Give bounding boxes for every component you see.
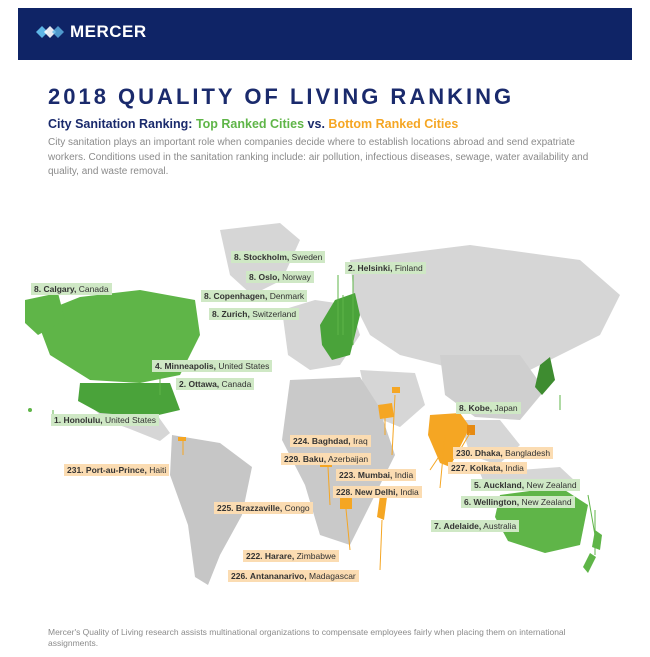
- city-label-copenhagen: 8. Copenhagen, Denmark: [201, 290, 307, 302]
- city-label-adelaide: 7. Adelaide, Australia: [431, 520, 519, 532]
- city-label-mumbai: 223. Mumbai, India: [336, 469, 416, 481]
- mercer-logo: [34, 22, 147, 42]
- city-label-port-au-prince: 231. Port-au-Prince, Haiti: [64, 464, 169, 476]
- city-label-honolulu: 1. Honolulu, United States: [51, 414, 159, 426]
- city-label-baghdad: 224. Baghdad, Iraq: [290, 435, 371, 447]
- description: City sanitation plays an important role when companies decide where to establish locations abroad and send expatriate workers. Conditions used in the sanitation ranking include: air pollution, infectious diseases, sewage, water availability and quality, and waste removal.: [48, 137, 589, 177]
- footer-note: Mercer's Quality of Living research assists multinational organizations to compensate employees fairly when placing them on international assignments.: [48, 627, 566, 649]
- city-label-dhaka: 230. Dhaka, Bangladesh: [453, 447, 553, 459]
- city-label-zurich: 8. Zurich, Switzerland: [209, 308, 299, 320]
- city-label-baku: 229. Baku, Azerbaijan: [281, 453, 371, 465]
- subtitle: [48, 117, 458, 131]
- city-label-stockholm: 8. Stockholm, Sweden: [231, 251, 325, 263]
- subtitle-prefix: City Sanitation Ranking:: [48, 117, 193, 131]
- city-label-harare: 222. Harare, Zimbabwe: [243, 550, 339, 562]
- city-label-brazzaville: 225. Brazzaville, Congo: [214, 502, 313, 514]
- city-label-antananarivo: 226. Antananarivo, Madagascar: [228, 570, 359, 582]
- city-label-auckland: 5. Auckland, New Zealand: [471, 479, 580, 491]
- subtitle-vs: vs.: [307, 117, 325, 131]
- city-label-minneapolis: 4. Minneapolis, United States: [152, 360, 272, 372]
- brand-name: MERCER: [70, 22, 147, 41]
- header-banner: [18, 8, 632, 60]
- page-title: 2018 QUALITY OF LIVING RANKING: [48, 84, 515, 109]
- city-label-new-delhi: 228. New Delhi, India: [333, 486, 422, 498]
- city-label-helsinki: 2. Helsinki, Finland: [345, 262, 426, 274]
- mercer-logo-icon: [34, 23, 64, 41]
- city-label-ottawa: 2. Ottawa, Canada: [176, 378, 254, 390]
- city-label-kobe: 8. Kobe, Japan: [456, 402, 521, 414]
- city-label-wellington: 6. Wellington, New Zealand: [461, 496, 575, 508]
- city-label-calgary: 8. Calgary, Canada: [31, 283, 112, 295]
- world-map: [20, 205, 630, 605]
- subtitle-bottom: Bottom Ranked Cities: [328, 117, 459, 131]
- city-label-oslo: 8. Oslo, Norway: [246, 271, 314, 283]
- subtitle-top: Top Ranked Cities: [195, 117, 305, 131]
- city-label-kolkata: 227. Kolkata, India: [448, 462, 527, 474]
